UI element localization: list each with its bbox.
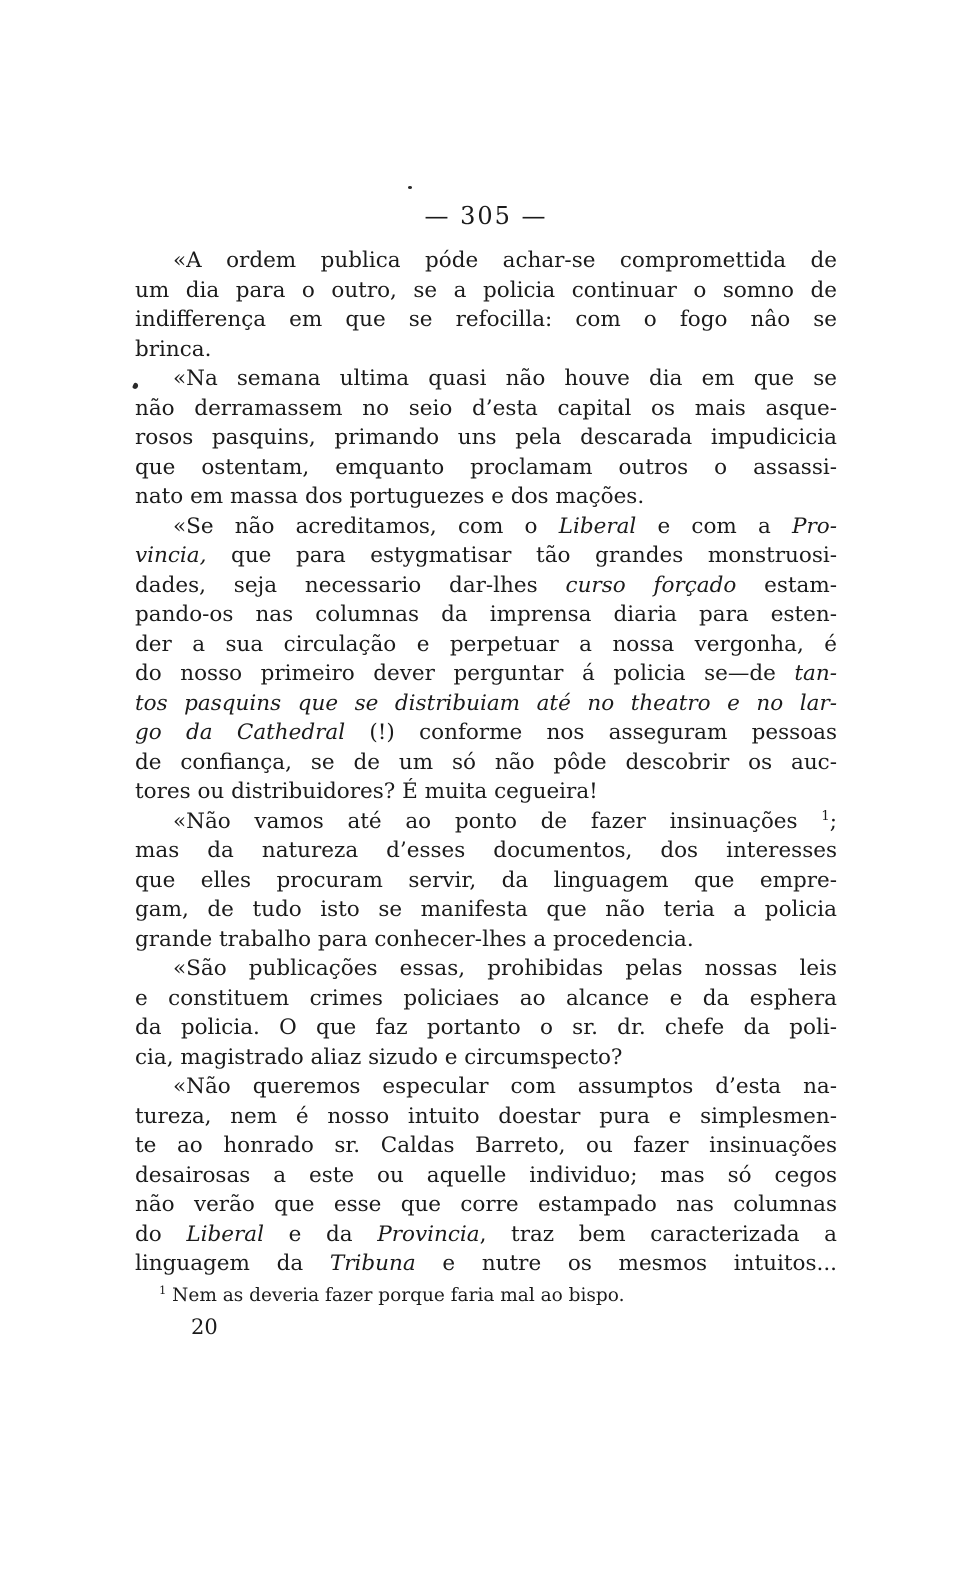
text-line [135,394,837,424]
text-run: «Na semana ultima quasi não houve dia em que se [173,366,837,391]
text-run: gam, de tudo isto se manifesta que não teria a policia [135,897,837,922]
italic-run: curso forçado [565,572,737,598]
text-run: «A ordem publica póde achar-se compromettida de [173,248,837,273]
text-run: «São publicações essas, prohibidas pelas nossas leis [173,956,837,981]
text-run: que ostentam, emquanto proclamam outros o assassi- [135,454,837,480]
paragraph [135,364,837,512]
text-line [135,807,837,837]
text-run: «Não queremos especular com assumptos d’esta na- [173,1074,837,1099]
text-column [135,246,837,1341]
text-run: que elles procuram servir, da linguagem que empre- [135,867,837,893]
italic-run: Provincia [377,1221,480,1247]
text-line [135,335,837,365]
text-run: linguagem da [135,1251,330,1276]
text-run: , traz bem caracterizada a [479,1221,838,1247]
text-line [135,1161,837,1191]
text-line [135,954,837,984]
text-run: e constituem crimes policiaes ao alcance e da esphera [135,985,837,1011]
text-run: cia, magistrado aliaz sizudo e circumspecto? [135,1044,623,1070]
text-line [135,1220,837,1250]
text-run: um dia para o outro, se a policia continuar o somno de [135,277,837,303]
italic-run: Tribuna [329,1251,416,1276]
text-line [135,1190,837,1220]
text-line [135,600,837,630]
text-line [135,1131,837,1161]
italic-run: tan- [794,661,837,686]
italic-run: Pro- [792,513,837,539]
text-run: do nosso primeiro dever perguntar á policia se—de [135,661,795,686]
text-run: rosos pasquins, primando uns pela descarada impudicicia [135,425,837,450]
text-run: grande trabalho para conhecer-lhes a procedencia. [135,926,694,952]
footnote-reference: 1 [821,808,830,824]
text-line [135,246,837,276]
italic-run: tos pasquins que se distribuiam até no theatro e no lar- [135,690,837,716]
text-line [135,1043,837,1073]
footnote-text: Nem as deveria fazer porque faria mal ao bispo. [166,1284,625,1306]
text-line [135,836,837,866]
italic-run: vincia, [135,543,207,568]
text-run: «Não vamos até ao ponto de fazer insinuações [173,808,822,834]
italic-run: Liberal [558,513,637,539]
text-run: der a sua circulação e perpetuar a nossa vergonha, é [135,631,837,657]
text-line [135,305,837,335]
text-run: desairosas a este ou aquelle individuo; mas só cegos [135,1162,837,1188]
text-run: da policia. O que faz portanto o sr. dr. chefe da poli- [135,1015,837,1040]
paragraph [135,807,837,955]
paragraph [135,1072,837,1279]
text-run: e com a [636,513,793,539]
text-run: que para estygmatisar tão grandes monstruosi- [206,543,837,568]
text-line [135,1072,837,1102]
text-line [135,482,837,512]
text-run: de confiança, se de um só não pôde descobrir os auc- [135,749,837,775]
text-run: «Se não acreditamos, com o [173,513,559,539]
text-run: indifferença em que se refocilla: com o fogo nâo se [135,307,837,332]
text-run: tureza, nem é nosso intuito doestar pura e simplesmen- [135,1103,837,1129]
text-run: brinca. [135,336,212,362]
text-run: e da [264,1221,378,1247]
text-line [135,689,837,719]
text-line [135,866,837,896]
text-run: ; [829,808,837,834]
text-run: do [135,1221,187,1247]
text-line [135,925,837,955]
paragraph [135,512,837,807]
text-run: mas da natureza d’esses documentos, dos interesses [135,838,837,863]
footnote-marker: 1 [159,1282,167,1297]
italic-run: go da Cathedral [135,720,346,745]
text-line [135,1102,837,1132]
text-run: estam- [736,572,838,598]
text-line [135,423,837,453]
text-line [135,777,837,807]
paragraph [135,954,837,1072]
text-run: dades, seja necessario dar-lhes [135,572,566,598]
text-line [135,364,837,394]
italic-run: Liberal [186,1221,264,1247]
text-run: e nutre os mesmos intuitos... [415,1251,837,1276]
text-line [135,1013,837,1043]
text-line [135,984,837,1014]
paragraph [135,246,837,364]
ink-speck [408,186,412,189]
signature-mark: 20 [191,1314,218,1339]
text-line [135,453,837,483]
text-run: tores ou distribuidores? É muita cegueira! [135,779,598,804]
text-line [135,748,837,778]
text-run: (!) conforme nos asseguram pessoas [345,720,838,745]
text-line [135,630,837,660]
text-run: pando-os nas columnas da imprensa diaria para esten- [135,602,837,627]
text-line [135,895,837,925]
text-line [135,718,837,748]
text-run: te ao honrado sr. Caldas Barreto, ou fazer insinuações [135,1133,837,1158]
text-line [135,276,837,306]
footnote [135,1283,837,1308]
text-run: não verão que esse que corre estampado nas columnas [135,1192,837,1217]
text-line [135,541,837,571]
text-line [135,1249,837,1279]
text-run: não derramassem no seio d’esta capital os mais asque- [135,395,837,421]
text-line [135,571,837,601]
text-line [135,659,837,689]
page-number-header: — 305 — [424,202,548,230]
body-text [135,246,837,1279]
text-run: nato em massa dos portuguezes e dos mações. [135,484,645,509]
text-line [135,512,837,542]
